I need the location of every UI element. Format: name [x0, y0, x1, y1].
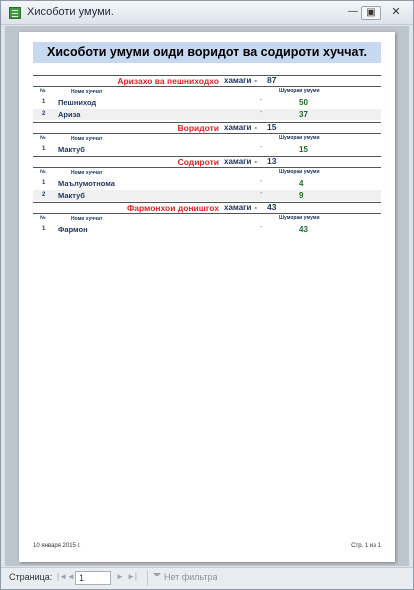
column-header: [33, 168, 381, 177]
column-no: №: [40, 88, 46, 94]
filter-button[interactable]: [153, 572, 218, 582]
page-label: Страница:: [9, 572, 53, 582]
row-count: 15: [299, 145, 308, 154]
group-total-label: хамаги -: [224, 157, 258, 166]
row-count: 37: [299, 110, 308, 119]
title-bar[interactable]: [1, 1, 413, 25]
group-total: 43: [267, 202, 277, 212]
report-date: 10 января 2015 г.: [33, 543, 81, 549]
group-total: 15: [267, 122, 277, 132]
column-count: Шумораи умуми: [279, 88, 320, 94]
report-title: Хисоботи умуми оиди воридот ва содироти хуччат.: [33, 42, 381, 63]
row-count: 50: [299, 98, 308, 107]
column-count: Шумораи умуми: [279, 169, 320, 175]
column-name: Номи хуччат: [71, 170, 103, 176]
first-page-button[interactable]: |◄: [57, 572, 67, 581]
row-document-name: Ариза: [58, 110, 81, 119]
close-button[interactable]: ✕: [391, 6, 401, 18]
row-number: 2: [42, 111, 46, 117]
report-icon: [9, 7, 21, 19]
column-no: №: [40, 169, 46, 175]
row-number: 1: [42, 226, 46, 232]
group-header: [33, 202, 381, 213]
group-total: 13: [267, 156, 277, 166]
last-page-button[interactable]: ►|: [127, 572, 137, 581]
row-number: 1: [42, 99, 46, 105]
row-separator: -: [260, 97, 263, 104]
navigation-bar: [1, 567, 413, 589]
column-no: №: [40, 135, 46, 141]
prev-page-button[interactable]: ◄: [67, 572, 75, 581]
row-number: 1: [42, 146, 46, 152]
group-total-label: хамаги -: [224, 76, 258, 85]
row-count: 4: [299, 179, 304, 188]
group-name: Фармонхои донишгох: [126, 203, 219, 213]
next-page-button[interactable]: ►: [116, 572, 124, 581]
group-header: [33, 156, 381, 167]
column-header: [33, 87, 381, 96]
group-name: Аризахо ва пешниходхо: [117, 76, 219, 86]
group-header: [33, 75, 381, 86]
table-row: [33, 144, 381, 155]
group-total-label: хамаги -: [224, 203, 258, 212]
row-document-name: Мактуб: [58, 191, 85, 200]
table-row: [33, 109, 381, 120]
column-name: Номи хуччат: [71, 89, 103, 95]
row-document-name: Маълумотнома: [58, 179, 115, 188]
row-number: 1: [42, 180, 46, 186]
table-row: [33, 224, 381, 235]
row-document-name: Мактуб: [58, 145, 85, 154]
column-name: Номи хуччат: [71, 216, 103, 222]
restore-button[interactable]: ▣: [361, 6, 381, 20]
column-header: [33, 134, 381, 143]
row-count: 43: [299, 225, 308, 234]
row-document-name: Пешниход: [58, 98, 97, 107]
print-preview-area[interactable]: [5, 26, 409, 566]
filter-label: Нет фильтра: [164, 572, 218, 582]
column-header: [33, 214, 381, 223]
column-no: №: [40, 215, 46, 221]
column-count: Шумораи умуми: [279, 135, 320, 141]
row-separator: -: [260, 178, 263, 185]
row-separator: -: [260, 190, 263, 197]
group-total-label: хамаги -: [224, 123, 258, 132]
row-number: 2: [42, 192, 46, 198]
row-count: 9: [299, 191, 304, 200]
report-page: [19, 32, 395, 562]
minimize-button[interactable]: —: [348, 6, 358, 17]
window-title: Хисоботи умуми.: [27, 6, 114, 18]
table-row: [33, 190, 381, 201]
divider: [147, 570, 148, 586]
page-number-input[interactable]: 1: [75, 571, 111, 585]
column-name: Номи хуччат: [71, 136, 103, 142]
group-total: 87: [267, 75, 277, 85]
group-header: [33, 122, 381, 133]
row-document-name: Фармон: [58, 225, 88, 234]
row-separator: -: [260, 109, 263, 116]
page-indicator: Стр. 1 из 1: [351, 543, 381, 549]
filter-icon: [153, 573, 161, 580]
table-row: [33, 178, 381, 189]
column-count: Шумораи умуми: [279, 215, 320, 221]
table-row: [33, 97, 381, 108]
group-name: Воридоти: [177, 123, 219, 133]
group-name: Содироти: [177, 157, 219, 167]
row-separator: -: [260, 224, 263, 231]
row-separator: -: [260, 144, 263, 151]
